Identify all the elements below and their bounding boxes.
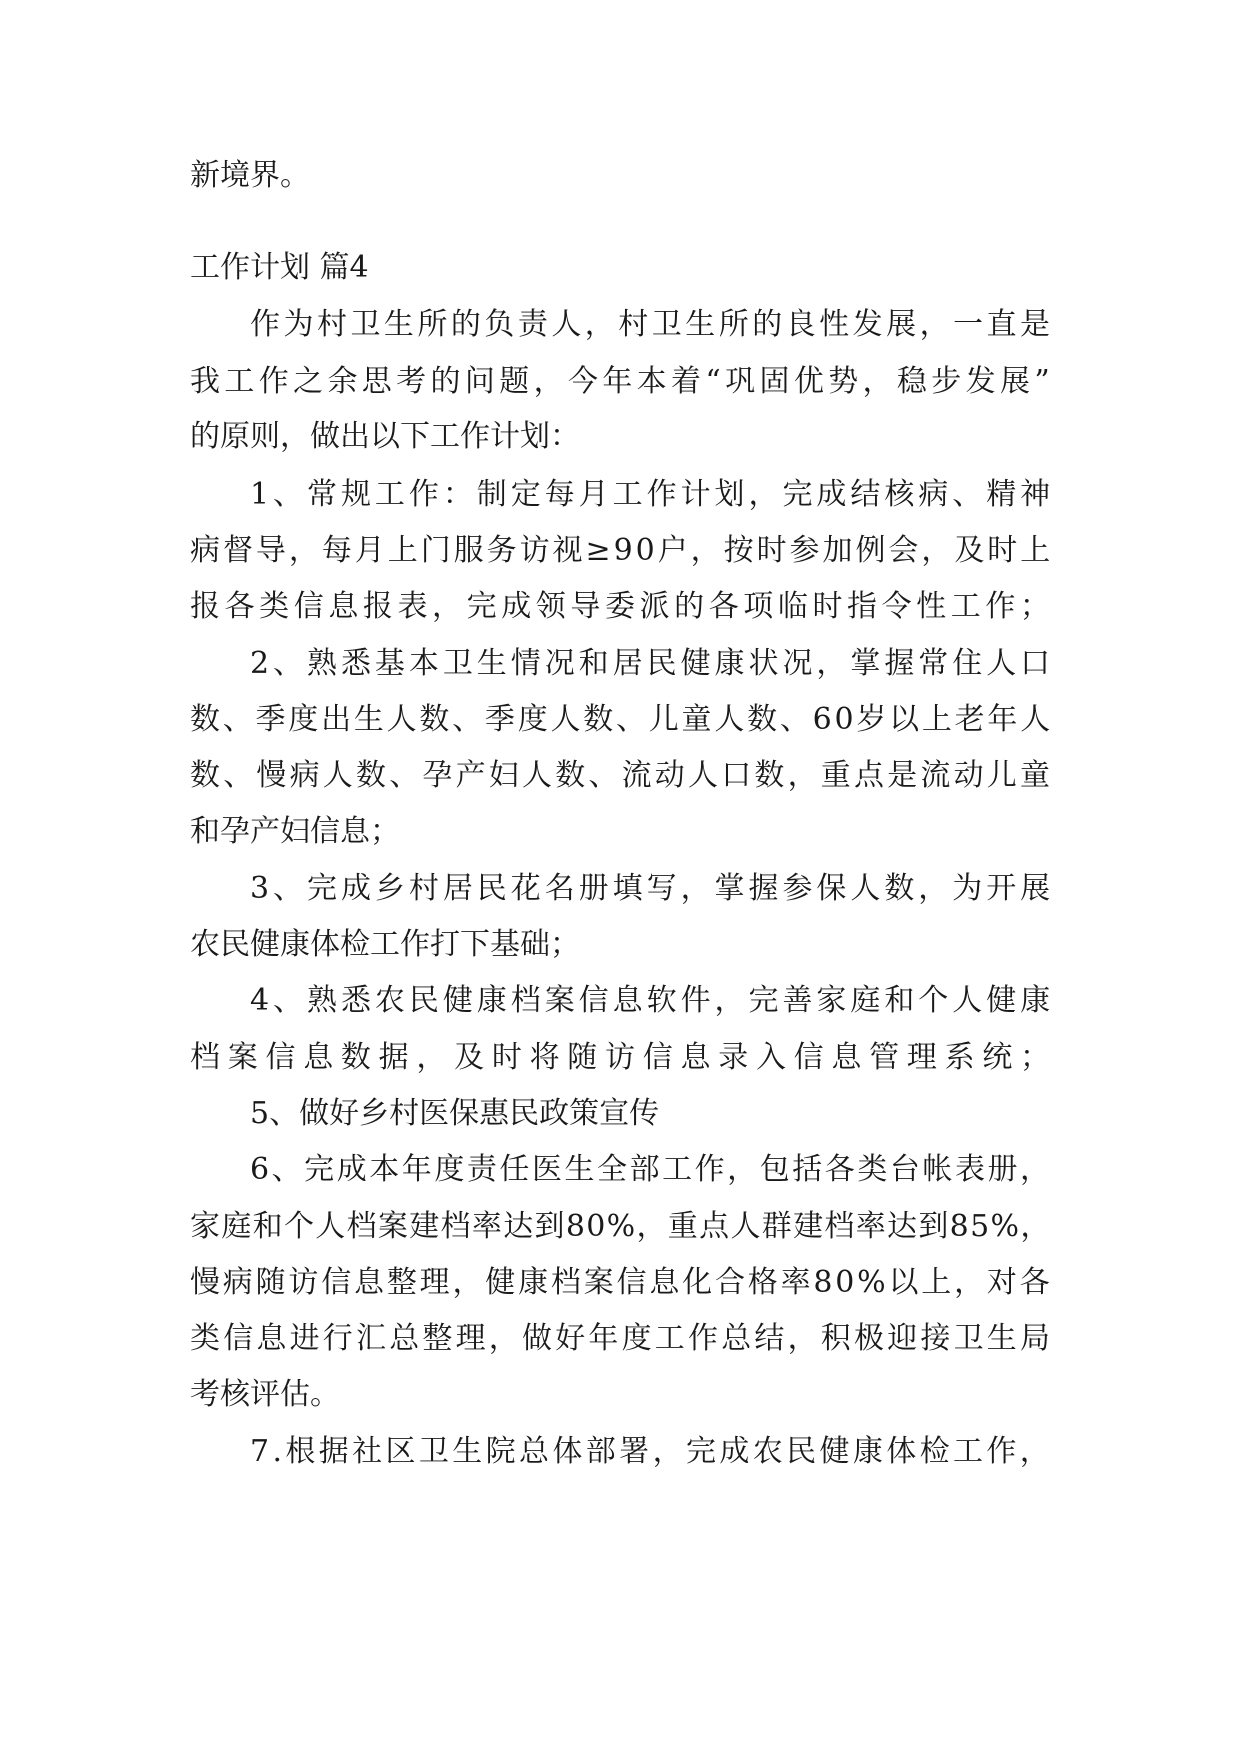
paragraph-line: 类信息进行汇总整理，做好年度工作总结，积极迎接卫生局 bbox=[190, 1321, 1054, 1356]
paragraph-line: 档案信息数据，及时将随访信息录入信息管理系统； bbox=[190, 1040, 1058, 1075]
paragraph-line: 5、做好乡村医保惠民政策宣传 bbox=[250, 1096, 660, 1131]
paragraph-line: 7.根据社区卫生院总体部署，完成农民健康体检工作， bbox=[250, 1434, 1054, 1469]
paragraph-line: 2、熟悉基本卫生情况和居民健康状况，掌握常住人口 bbox=[250, 646, 1055, 681]
section-title: 工作计划 篇4 bbox=[190, 250, 369, 285]
paragraph-line: 我工作之余思考的问题，今年本着“巩固优势，稳步发展” bbox=[190, 364, 1055, 399]
paragraph-line: 病督导，每月上门服务访视≥90户，按时参加例会，及时上 bbox=[190, 533, 1054, 568]
paragraph-line: 考核评估。 bbox=[190, 1377, 340, 1412]
paragraph-line: 数、慢病人数、孕产妇人数、流动人口数，重点是流动儿童 bbox=[190, 758, 1054, 793]
paragraph-line: 作为村卫生所的负责人，村卫生所的良性发展，一直是 bbox=[250, 307, 1054, 342]
carryover-text: 新境界。 bbox=[190, 158, 310, 193]
paragraph-line: 慢病随访信息整理，健康档案信息化合格率80%以上，对各 bbox=[190, 1265, 1053, 1300]
paragraph-line: 报各类信息报表，完成领导委派的各项临时指令性工作； bbox=[190, 589, 1055, 624]
paragraph-line: 6、完成本年度责任医生全部工作，包括各类台帐表册， bbox=[250, 1152, 1053, 1187]
paragraph-line: 3、完成乡村居民花名册填写，掌握参保人数，为开展 bbox=[250, 871, 1055, 906]
paragraph-line: 的原则，做出以下工作计划： bbox=[190, 419, 580, 454]
paragraph-line: 农民健康体检工作打下基础； bbox=[190, 927, 580, 962]
paragraph-line: 数、季度出生人数、季度人数、儿童人数、60岁以上老年人 bbox=[190, 702, 1053, 737]
paragraph-line: 4、熟悉农民健康档案信息软件，完善家庭和个人健康 bbox=[250, 983, 1055, 1018]
paragraph-line: 1、常规工作：制定每月工作计划，完成结核病、精神 bbox=[250, 477, 1055, 512]
paragraph-line: 家庭和个人档案建档率达到80%，重点人群建档率达到85%， bbox=[190, 1209, 1052, 1244]
paragraph-line: 和孕产妇信息； bbox=[190, 814, 400, 849]
